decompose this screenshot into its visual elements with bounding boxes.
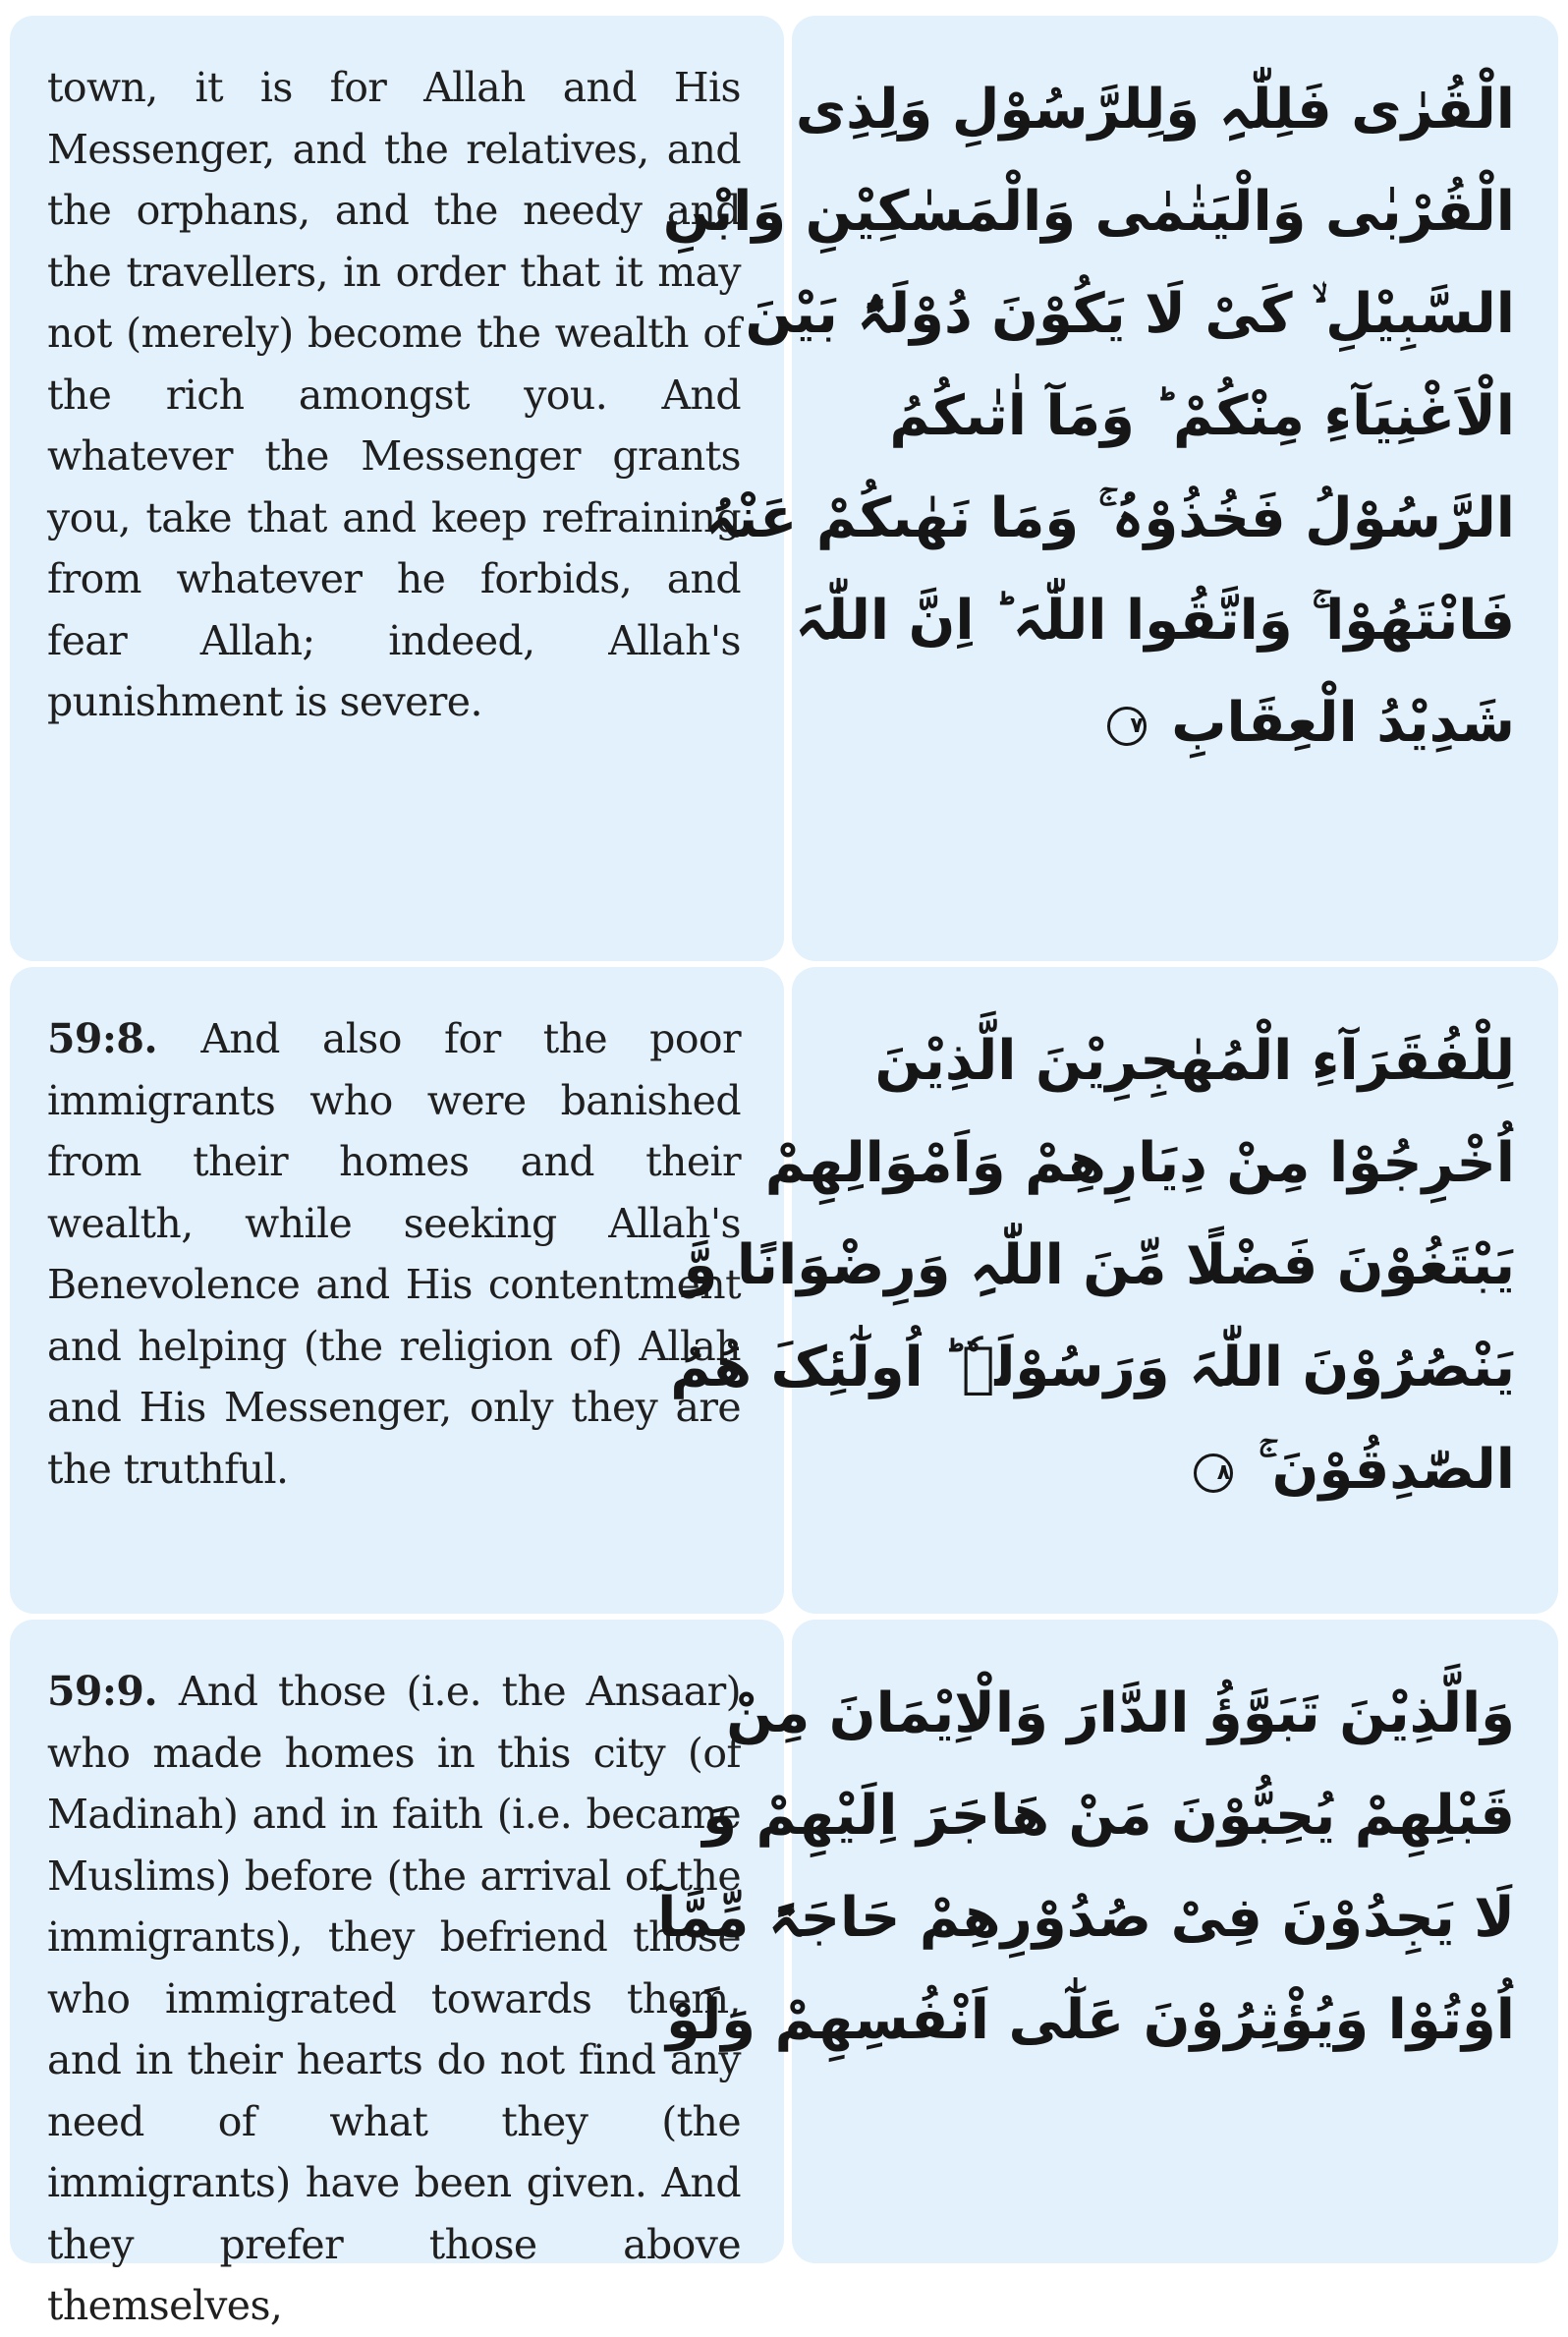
arabic-line: الْاَغْنِیَآءِ مِنْکُمْ ؕ وَمَآ اٰتٰىکُمُ: [889, 384, 1515, 448]
arabic-line: الْقُرْبٰی وَالْیَتٰمٰی وَالْمَسٰکِیْنِ وَابْنِ: [662, 180, 1515, 244]
ayah-end-marker-icon: ٨: [1194, 1454, 1233, 1493]
arabic-panel-59-9: [657, 1620, 1558, 2263]
arabic-line: السَّبِیْلِ ۙ کَیْ لَا یَکُوْنَ دُوْلَۃًۢ بَیْنَ: [745, 282, 1515, 346]
arabic-line: الْقُرٰی فَلِلّٰہِ وَلِلرَّسُوْلِ وَلِذِی: [795, 78, 1515, 142]
arabic-line-last: [821, 672, 1515, 774]
arabic-line: فَانْتَھُوْا ۚ وَاتَّقُوا اللّٰہَ ؕ اِنَّ اللّٰہَ: [795, 589, 1515, 653]
arabic-line: وَالَّذِیْنَ تَبَوَّؤُ الدَّارَ وَالْاِیْمَانَ مِنْ: [726, 1682, 1515, 1745]
verse-ref: 59:9.: [47, 1668, 179, 1715]
translation-panel-59-7: [10, 16, 784, 961]
arabic-line: الرَّسُوْلُ فَخُذُوْہُ ۚ وَمَا نَھٰىکُمْ عَنْہُ: [704, 486, 1515, 550]
arabic-line-last: [821, 1419, 1515, 1521]
ayah-end-marker-icon: ٧: [1107, 707, 1147, 746]
arabic-line: قَبْلِھِمْ یُحِبُّوْنَ مَنْ ھَاجَرَ اِلَیْھِمْ وَ: [702, 1784, 1515, 1848]
arabic-line-text: شَدِیْدُ الْعِقَابِ: [1171, 691, 1515, 755]
arabic-line: لَا یَجِدُوْنَ فِیْ صُدُوْرِھِمْ حَاجَۃً مِّمَّآ: [657, 1886, 1515, 1950]
arabic-line: یَنْصُرُوْنَ اللّٰہَ وَرَسُوْلَہٗ ؕ اُولٰٓئِکَ ھُمُ: [670, 1336, 1515, 1399]
translation-text: And also for the poor immigrants who were banished from their homes and their wealth, while seeking Allah's Benevolence and His contentment and helping (the religion of) Allah and His Messenger, only they are the truthful.: [47, 1015, 741, 1493]
arabic-line-text: الصّٰدِقُوْنَ ۚ: [1258, 1438, 1515, 1502]
verse-grid: [10, 16, 1558, 2329]
arabic-line: یَبْتَغُوْنَ فَضْلًا مِّنَ اللّٰہِ وَرِضْوَانًا وَّ: [683, 1233, 1515, 1297]
arabic-line: لِلْفُقَرَآءِ الْمُھٰجِرِیْنَ الَّذِیْنَ: [874, 1029, 1515, 1093]
arabic-line: اُخْرِجُوْا مِنْ دِیَارِھِمْ وَاَمْوَالِھِمْ: [764, 1131, 1515, 1195]
arabic-panel-59-8: [670, 967, 1558, 1614]
arabic-panel-59-7: [662, 16, 1558, 961]
translation-text: town, it is for Allah and His Messenger, and the relatives, and the orphans, and the needy and the travellers, in order that it may not (merely) become the wealth of the rich amongst you. And whatever the Messenger grants you, take that and keep refraining from whatever he forbids, and fear Allah; indeed, Allah's punishment is severe.: [47, 64, 741, 725]
verse-ref: 59:8.: [47, 1015, 201, 1062]
arabic-line: اُوْتُوْا وَیُؤْثِرُوْنَ عَلٰٓی اَنْفُسِھِمْ وَلَوْ: [666, 1988, 1515, 2052]
translation-panel-59-8: [10, 967, 784, 1614]
translation-text: And those (i.e. the Ansaar) who made homes in this city (of Madinah) and in faith (i.e. became Muslims) before (the arrival of the immigrants), they befriend those who immigrated towards them, and in their hearts do not find any need of what they (the immigrants) have been given. And they prefer those above themselves,: [47, 1668, 742, 2329]
